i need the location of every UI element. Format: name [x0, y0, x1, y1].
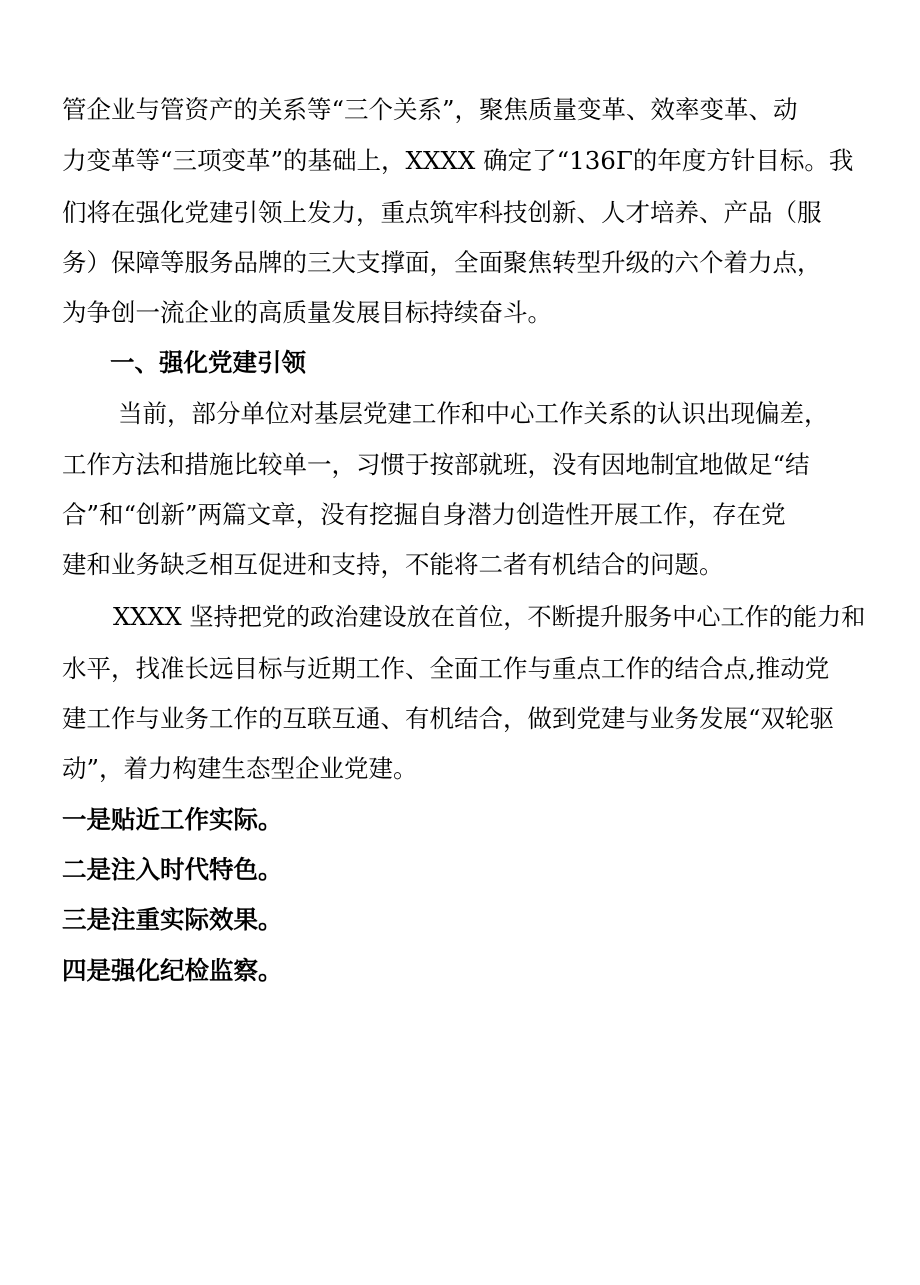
paragraph-2-line-1: 当前，部分单位对基层党建工作和中心工作关系的认识出现偏差，	[118, 399, 829, 428]
paragraph-1-line-2: 力变革等“三项变革”的基础上，XXXX 确定了“136Γ的年度方针目标。我	[62, 146, 854, 175]
point-2: 二是注入时代特色。	[62, 855, 283, 884]
paragraph-3-line-1: XXXX 坚持把党的政治建设放在首位，不断提升服务中心工作的能力和	[113, 603, 866, 631]
point-1: 一是贴近工作实际。	[62, 805, 283, 834]
paragraph-2-line-3: 合”和“创新”两篇文章，没有挖掘自身潜力创造性开展工作，存在党	[62, 500, 786, 529]
section-heading: 一、强化党建引领	[110, 348, 306, 377]
paragraph-2-line-4: 建和业务缺乏相互促进和支持，不能将二者有机结合的问题。	[62, 550, 724, 579]
paragraph-3-line-2: 水平，找准长远目标与近期工作、全面工作与重点工作的结合点,推动党	[62, 654, 830, 683]
paragraph-1-line-3: 们将在强化党建引领上发力，重点筑牢科技创新、人才培养、产品（服	[62, 198, 822, 227]
paragraph-2-line-2: 工作方法和措施比较单一，习惯于按部就班，没有因地制宜地做足“结	[62, 450, 810, 479]
paragraph-1-line-1: 管企业与管资产的关系等“三个关系”，聚焦质量变革、效率变革、动	[62, 95, 798, 124]
paragraph-1-line-4: 务）保障等服务品牌的三大支撑面，全面聚焦转型升级的六个着力点，	[62, 248, 822, 277]
paragraph-1-line-5: 为争创一流企业的高质量发展目标持续奋斗。	[62, 298, 552, 327]
point-4: 四是强化纪检监察。	[62, 956, 283, 985]
paragraph-3-line-4: 动”，着力构建生态型企业党建。	[62, 754, 418, 783]
point-3: 三是注重实际效果。	[62, 905, 283, 934]
paragraph-3-line-3: 建工作与业务工作的互联互通、有机结合，做到党建与业务发展“双轮驱	[62, 704, 835, 733]
